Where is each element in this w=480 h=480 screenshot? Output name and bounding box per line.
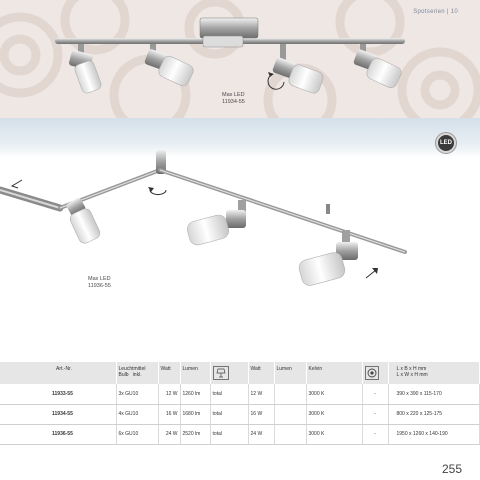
cell-dimmable: -: [362, 384, 388, 404]
spot-head: [297, 230, 358, 287]
cell-bulb: 4x GU10: [116, 404, 158, 424]
header-kelvin: Kelvin: [306, 362, 362, 384]
cell-watt: 24 W: [158, 424, 180, 444]
spot-head: [144, 44, 195, 88]
table-row: [0, 384, 480, 404]
cell-dimensions: 1950 x 1260 x 140-190: [388, 424, 480, 444]
cell-watt-total: 16 W: [248, 404, 274, 424]
cell-art-nr: 11933-55: [0, 384, 116, 404]
rotation-arrow-icon: [268, 76, 284, 89]
header-bulb: Leuchtmittel Bulb inkl.: [116, 362, 158, 384]
cell-kelvin: 3000 K: [306, 424, 362, 444]
table-row: [0, 404, 480, 424]
header-dimmer-icon-cell: [362, 362, 388, 384]
product-caption-top: [222, 92, 245, 106]
cell-art-nr: 11934-55: [0, 404, 116, 424]
cell-dimensions: 390 x 390 x 115-170: [388, 384, 480, 404]
cell-art-nr: 11936-55: [0, 424, 116, 444]
product-caption-bottom: [88, 276, 111, 290]
led-badge-icon: [436, 133, 456, 153]
rotation-arrow-icon: [366, 270, 376, 278]
cell-watt-total: 12 W: [248, 384, 274, 404]
cell-total: total: [210, 384, 248, 404]
ceiling-canopy: [200, 18, 258, 38]
header-art-nr: Art.-Nr.: [0, 362, 116, 384]
cell-lumen: 1260 lm: [180, 384, 210, 404]
caption-article-number: 11936-55: [88, 283, 111, 289]
cell-bulb: 3x GU10: [116, 384, 158, 404]
table-body: [0, 384, 480, 444]
cell-total: total: [210, 424, 248, 444]
spot-head: [353, 44, 403, 90]
cell-dimmable: -: [362, 404, 388, 424]
spot-head: [272, 44, 325, 95]
header-lumen: Lumen: [180, 362, 210, 384]
section-label: Spotserien | 10: [413, 9, 458, 15]
cell-lumen-total: [274, 384, 306, 404]
cell-watt: 12 W: [158, 384, 180, 404]
cell-lumen-total: [274, 424, 306, 444]
top-product-area: [0, 0, 480, 118]
page-number: 255: [441, 462, 462, 476]
caption-article-number: 11934-55: [222, 99, 245, 105]
rotation-arrow-icon: [150, 190, 166, 195]
caption-model-name: Max LED: [88, 276, 111, 282]
cell-watt-total: 24 W: [248, 424, 274, 444]
dimmer-icon: [365, 366, 379, 380]
specification-table: [0, 362, 480, 445]
spot-head: [66, 197, 102, 245]
header-lamp-icon-cell: [210, 362, 248, 384]
cell-dimmable: -: [362, 424, 388, 444]
cell-total: total: [210, 404, 248, 424]
spot-head: [68, 44, 102, 95]
cell-lumen: 1680 lm: [180, 404, 210, 424]
cell-lumen-total: [274, 404, 306, 424]
table-header-row: [0, 362, 480, 384]
table-lamp-icon: [213, 366, 229, 380]
caption-model-name: Max LED: [222, 92, 245, 98]
cell-lumen: 2520 lm: [180, 424, 210, 444]
header-watt-total: Watt: [248, 362, 274, 384]
cell-watt: 16 W: [158, 404, 180, 424]
cell-kelvin: 3000 K: [306, 404, 362, 424]
bottom-product-area: [0, 118, 480, 362]
table-row: [0, 424, 480, 444]
spot-head: [186, 200, 246, 247]
cell-dimensions: 800 x 220 x 125-175: [388, 404, 480, 424]
header-watt: Watt: [158, 362, 180, 384]
header-dimensions: L x B x H mm L x W x H mm: [388, 362, 480, 384]
lamp-11936-illustration: [0, 118, 480, 362]
led-badge-label: LED: [440, 140, 452, 146]
cell-bulb: 6x GU10: [116, 424, 158, 444]
header-lumen-total: Lumen: [274, 362, 306, 384]
cell-kelvin: 3000 K: [306, 384, 362, 404]
